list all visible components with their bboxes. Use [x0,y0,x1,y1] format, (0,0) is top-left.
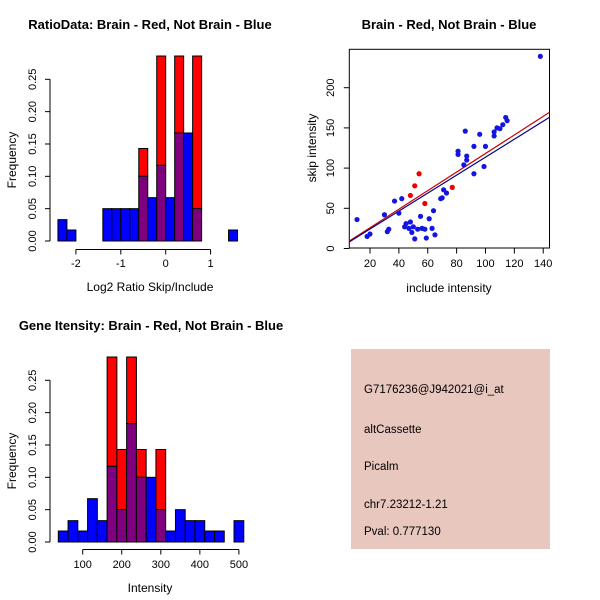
hist-bar-blue [130,209,139,241]
y-tick-label: 0.20 [27,100,39,123]
scatter-point-blue [418,214,423,219]
hist-bar-red [139,149,148,177]
hist-bar-blue [148,198,157,241]
chart-title: RatioData: Brain - Red, Not Brain - Blue [28,17,272,32]
info-pval-text: Pval: 0.777130 [364,526,441,538]
hist-bar-blue [185,521,195,542]
x-tick-label: 20 [363,258,377,270]
y-tick-label: 0.05 [27,498,40,521]
scatter-point-blue [382,212,387,217]
hist-bar-overlap [157,165,166,241]
scatter-point-blue [505,118,510,123]
scatter-point-blue [412,236,417,241]
y-tick-label: 0.10 [27,466,39,489]
scatter-point-blue [386,227,391,232]
scatter-point-blue [392,198,397,203]
x-tick-label: 140 [534,258,553,270]
hist-bar-overlap [175,133,184,241]
y-tick-label: 200 [325,78,337,97]
scatter-point-blue [481,164,486,169]
hist-bar-blue [214,531,224,542]
hist-bar-overlap [139,176,148,241]
gene-info-panel [351,349,550,549]
x-tick-label: 200 [112,559,131,571]
y-tick-label: 0.10 [27,165,39,188]
scatter-point-red [412,183,417,188]
x-tick-label: 100 [476,258,495,270]
hist-bar-overlap [127,424,137,542]
x-axis-title: include intensity [406,281,492,295]
hist-bar-red [157,56,166,165]
scatter-point-red [422,201,427,206]
scatter-point-blue [429,226,434,231]
scatter-point-blue [399,196,404,201]
scatter-point-red [450,185,455,190]
hist-bar-red [107,357,117,466]
hist-bar-red [127,357,137,424]
hist-bar-red [156,450,166,510]
hist-bar-blue [67,230,76,241]
chart-title: Brain - Red, Not Brain - Blue [361,17,537,32]
x-tick-label: 120 [505,258,524,270]
scatter-point-blue [471,144,476,149]
scatter-point-blue [538,54,543,59]
y-tick-label: 0.15 [27,434,39,456]
hist-bar-blue [103,209,112,241]
scatter-point-blue [427,216,432,221]
hist-bar-overlap [193,209,202,241]
scatter-point-blue [408,219,413,224]
scatter-point-blue [483,144,488,149]
plot-box [349,49,549,248]
scatter-point-blue [409,230,414,235]
scatter-point-blue [432,232,437,237]
y-tick-label: 0.20 [27,401,39,424]
scatter-point-blue [422,227,427,232]
hist-bar-blue [205,531,215,542]
hist-bar-blue [78,531,88,542]
gene-intensity-histogram-panel [5,318,283,595]
y-axis-title: Frequency [5,432,19,490]
info-line-text: G7176236@J942021@i_at [364,384,504,396]
x-tick-label: -1 [115,258,126,270]
hist-bar-red [117,450,127,510]
hist-bar-overlap [136,477,146,542]
x-tick-label: -2 [71,258,81,270]
y-tick-label: 0.05 [27,197,39,220]
fit-line-red [349,112,549,241]
hist-bar-red [193,56,202,209]
hist-bar-blue [234,521,244,542]
hist-bar-blue [229,230,238,241]
hist-bar-blue [112,209,121,241]
scatter-point-blue [431,208,436,213]
x-tick-label: 0 [162,258,169,270]
info-line-text: Picalm [364,461,399,473]
scatter-point-red [416,171,421,176]
y-tick-label: 0.25 [27,68,39,91]
hist-bar-blue [121,209,130,241]
y-tick-label: 0.00 [27,230,39,252]
scatter-point-blue [471,171,476,176]
y-tick-label: 100 [325,158,337,178]
y-tick-label: 0.00 [27,531,39,553]
x-axis-title: Intensity [127,581,173,595]
x-tick-label: 300 [151,559,170,571]
hist-bar-red [136,450,146,478]
hist-bar-blue [88,499,98,542]
x-tick-label: 100 [73,559,92,571]
y-tick-label: 0.15 [27,133,39,155]
x-tick-label: 1 [207,258,214,270]
scatter-point-red [408,193,413,198]
y-tick-label: 150 [325,118,337,138]
hist-bar-blue [195,521,205,542]
scatter-point-blue [440,195,445,200]
scatter-point-blue [500,122,505,127]
y-tick-label: 0 [325,245,337,252]
hist-bar-blue [184,133,193,241]
hist-bar-blue [68,521,78,542]
info-line-text: altCassette [364,424,422,436]
scatter-point-blue [461,162,466,167]
hist-bar-overlap [156,510,166,542]
fit-line-blue [349,117,549,242]
y-axis-title: skip intensity [305,113,319,183]
x-tick-label: 40 [392,258,405,270]
hist-bar-red [175,56,184,133]
scatter-point-blue [415,227,420,232]
x-tick-label: 500 [229,559,249,571]
hist-bar-blue [58,531,68,542]
info-box [351,349,550,549]
scatter-point-blue [444,190,449,195]
x-tick-label: 400 [190,559,210,571]
hist-bar-blue [97,521,107,542]
hist-bar-blue [58,220,67,241]
hist-bar-blue [166,198,175,241]
scatter-point-blue [463,129,468,134]
hist-bar-blue [166,531,176,542]
scatter-point-blue [396,211,401,216]
hist-bar-blue [175,510,185,542]
scatter-point-blue [367,231,372,236]
scatter-point-blue [464,153,469,158]
scatter-point-blue [455,149,460,154]
scatter-point-blue [424,235,429,240]
hist-bar-overlap [107,466,117,542]
intensity-scatter-panel [305,17,552,295]
y-tick-label: 0.25 [27,369,39,392]
x-tick-label: 60 [421,258,434,270]
hist-bar-blue [146,477,156,542]
chart-title: Gene Itensity: Brain - Red, Not Brain - Blue [18,318,284,333]
x-axis-title: Log2 Ratio Skip/Include [86,280,214,294]
y-axis-title: Frequency [5,131,19,189]
x-tick-label: 80 [450,258,463,270]
y-tick-label: 50 [325,202,337,215]
hist-bar-overlap [117,510,127,542]
info-line-text: chr7.23212-1.21 [364,499,448,511]
scatter-point-blue [354,217,359,222]
scatter-point-blue [477,132,482,137]
ratio-histogram-panel [5,17,272,294]
